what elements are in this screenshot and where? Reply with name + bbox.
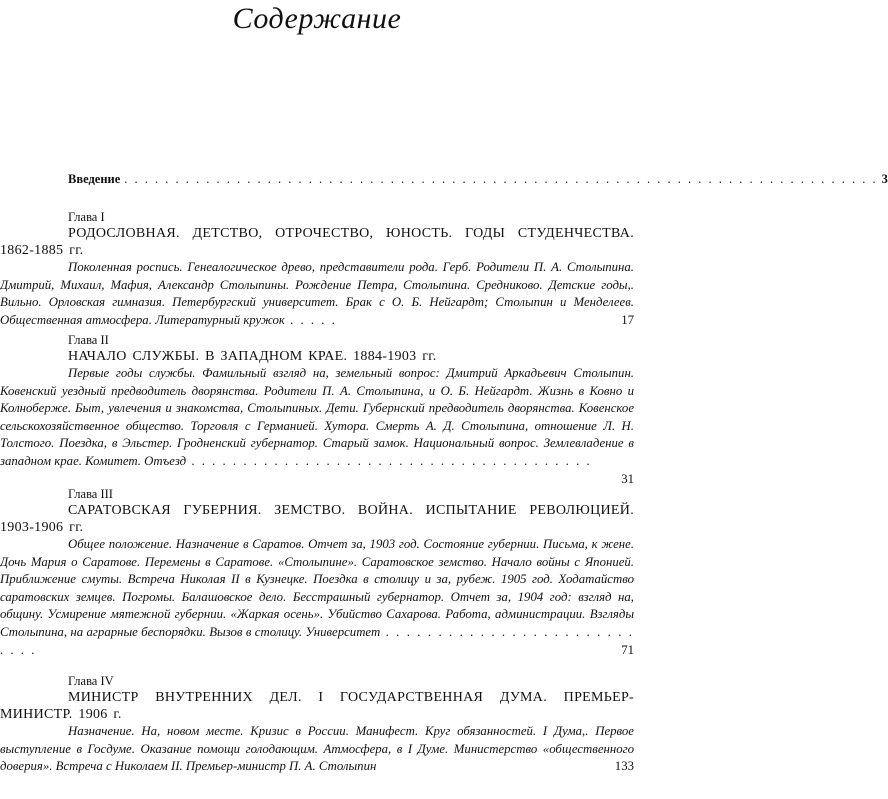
chapter-page-number: 133 bbox=[614, 759, 634, 774]
chapter-summary: Первые годы службы. Фамильный взгляд на, земельный вопрос: Дмитрий Аркадьевич Столыпин. Ковенский уездный предводитель дворянства. Родители П. А. Столыпина, и О. Б. Нейгардт. Жизнь в Ковно и Колноберже. Быт, увлечения и знакомства, Столыпиных. Дети. Губернский предводитель дворянства. Ковенское сельскохозяйственное общество. Торговля с Германией. Хутора. Смерть А. Д. Столыпина, отношение Л. Н. Толстого. Поездка, в Эльстер. Гродненский губернатор. Старый замок. Национальный вопрос. Землевладение в западном крае. Комитет. Отъезд . . . . . . . . . . . . . . . . . . . . . . . . . . . . . . . . . . . . . . . 31 bbox=[0, 365, 634, 471]
chapter-page-number: 17 bbox=[621, 312, 634, 327]
chapter-title: НАЧАЛО СЛУЖБЫ. В ЗАПАДНОМ КРАЕ. 1884-1903 гг. bbox=[68, 349, 437, 364]
chapter-number: Глава II bbox=[68, 333, 109, 347]
chapter-summary: Поколенная роспись. Генеалогическое древо, представители рода. Герб. Родители П. А. Столыпина. Дмитрий, Михаил, Мафия, Александр Столыпины. Рождение Петра, Столыпина. Средниково. Детские годы,. Вильно. Орловская гимназия. Петербургский университет. Брак с О. Б. Нейгардт; Столыпин и Менделеев. Общественная атмосфера. Литературный кружок . . . . . 17 bbox=[0, 259, 634, 329]
chapter-page-number: 71 bbox=[621, 642, 634, 657]
chapter-number: Глава III bbox=[68, 487, 113, 501]
chapter-summary: Назначение. На, новом месте. Кризис в России. Манифест. Круг обязанностей. I Дума,. Первое выступление в Госдуме. Оказание помощи голодающим. Атмосфера, в I Думе. Министерство «общественного доверия». Встреча с Николаем II. Премьер-министр П. А. Столыпин 133 bbox=[0, 723, 634, 776]
toc-intro-entry[interactable] bbox=[68, 172, 888, 187]
chapter-number: Глава I bbox=[68, 210, 105, 224]
toc-chapter-3[interactable] bbox=[0, 487, 634, 659]
page-title: Содержание bbox=[232, 2, 402, 35]
chapter-summary: Общее положение. Назначение в Саратов. Отчет за, 1903 год. Состояние губернии. Письма, к жене. Дочь Мария о Саратове. Перемены в Саратове. «Столыпине». Саратовское земство. Начало войны с Японией. Приближение смуты. Встреча Николая II в Кузнецке. Поездка в столицу и за, рубеж. 1905 год. Ходатайство саратовских земцев. Погромы. Балашовское дело. Бесстрашный губернатор. Отчет за, 1904 год: взгляд на, общину. Усмирение мятежной губернии. «Жаркая осень». Убийство Сахарова. Работа, администрации. Взгляды Столыпина, на аграрные беспорядки. Вызов в столицу. Университет . . . . . . . . . . . . . . . . . . . . . . . . . . . . 71 bbox=[0, 536, 634, 659]
toc-chapter-4[interactable] bbox=[0, 674, 634, 776]
chapter-title: САРАТОВСКАЯ ГУБЕРНИЯ. ЗЕМСТВО. ВОЙНА. ИСПЫТАНИЕ РЕВОЛЮЦИЕЙ. 1903-1906 гг. bbox=[0, 503, 634, 535]
intro-label: Введение bbox=[68, 172, 121, 186]
chapter-title: МИНИСТР ВНУТРЕННИХ ДЕЛ. I ГОСУДАРСТВЕННАЯ ДУМА. ПРЕМЬЕР-МИНИСТР. 1906 г. bbox=[0, 690, 634, 722]
chapter-title: РОДОСЛОВНАЯ. ДЕТСТВО, ОТРОЧЕСТВО, ЮНОСТЬ. ГОДЫ СТУДЕНЧЕСТВА. 1862-1885 гг. bbox=[0, 226, 634, 258]
toc-chapter-2[interactable] bbox=[0, 333, 634, 488]
toc-chapter-1[interactable] bbox=[0, 210, 634, 329]
chapter-number: Глава IV bbox=[68, 674, 114, 688]
chapter-page-number: 31 bbox=[621, 471, 634, 486]
dot-leader: . . . . . . . . . . . . . . . . . . . . . . . . . . . . . . . . . . . . . . . . . . . . . . . . . . . . . . . . . . . . . . . . . . . . . . . . . . bbox=[124, 172, 878, 186]
intro-page-number: 3 bbox=[881, 172, 888, 186]
